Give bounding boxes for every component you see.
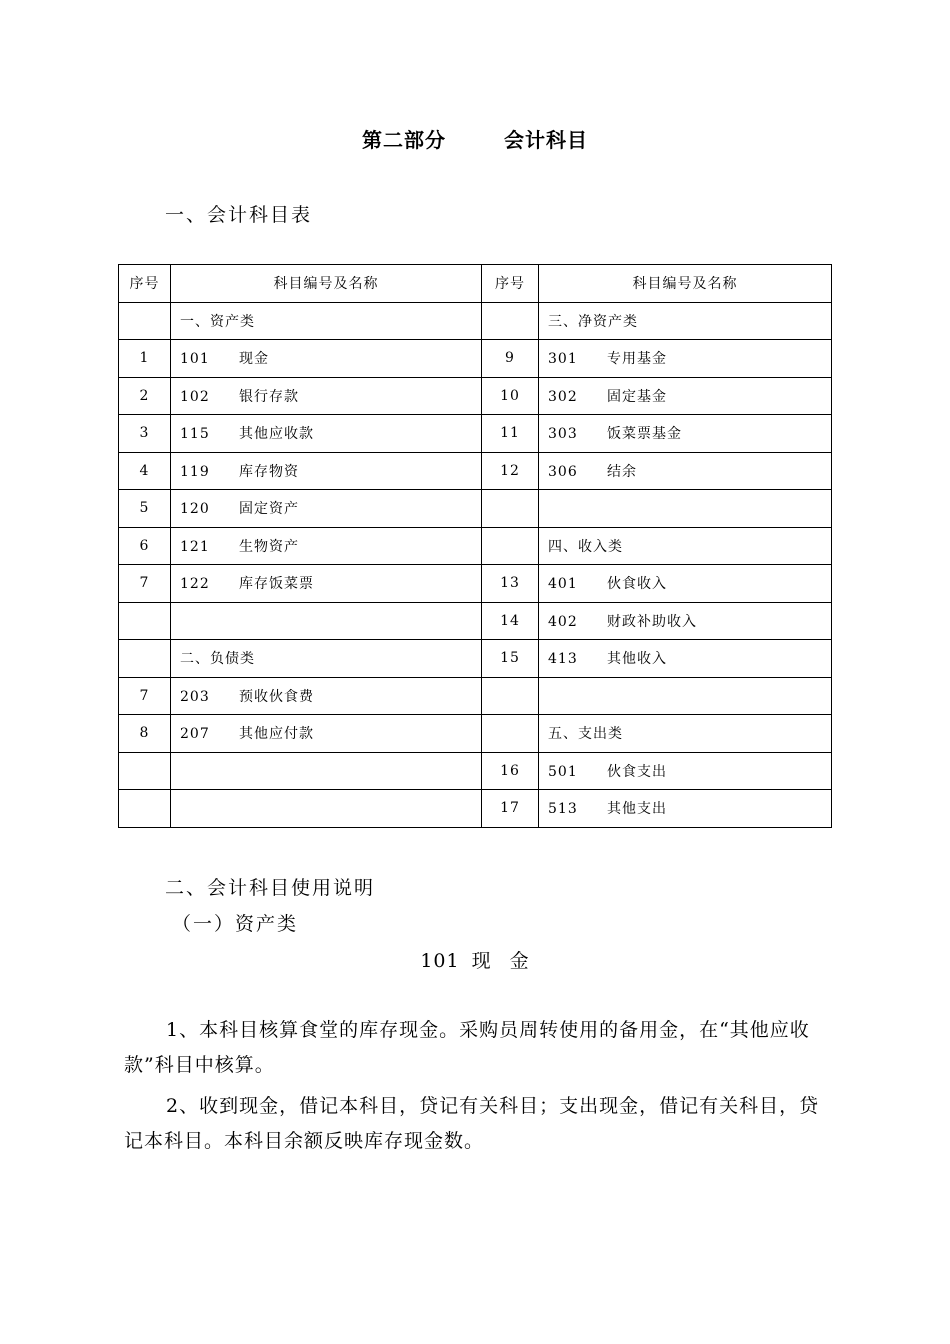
- account-name-2: 伙食收入: [607, 576, 667, 593]
- account-cell-2: [539, 377, 832, 415]
- account-name-2: 固定基金: [607, 388, 667, 405]
- seq-cell-2: [482, 677, 539, 715]
- account-cell-2: [539, 527, 832, 565]
- table-row: [119, 452, 832, 490]
- account-cell: [171, 302, 482, 340]
- table-row: [119, 752, 832, 790]
- seq-cell: 8: [119, 715, 171, 753]
- seq-cell: [119, 752, 171, 790]
- table-row: [119, 377, 832, 415]
- account-cell: [171, 790, 482, 828]
- account-name: 其他应收款: [239, 426, 314, 443]
- account-name: 库存饭菜票: [239, 576, 314, 593]
- account-name: 固定资产: [239, 501, 299, 518]
- account-code: 101: [180, 351, 210, 368]
- account-cell: [171, 490, 482, 528]
- account-name-2: 饭菜票基金: [607, 426, 682, 443]
- account-cell-2: [539, 752, 832, 790]
- account-title-char1: 现: [471, 950, 492, 972]
- account-name-2: 四、收入类: [548, 538, 623, 555]
- seq-cell-2: 9: [482, 340, 539, 378]
- seq-cell: [119, 302, 171, 340]
- account-cell-2: [539, 640, 832, 678]
- seq-cell: 6: [119, 527, 171, 565]
- seq-cell-2: [482, 302, 539, 340]
- account-name-2: 结余: [607, 463, 637, 480]
- account-code-2: 501: [548, 763, 578, 780]
- account-cell-2: [539, 715, 832, 753]
- account-code: 203: [180, 688, 210, 705]
- account-cell-2: [539, 490, 832, 528]
- account-cell: [171, 715, 482, 753]
- account-code: 207: [180, 726, 210, 743]
- account-cell-2: [539, 302, 832, 340]
- account-code-2: 301: [548, 351, 578, 368]
- account-name: 二、负债类: [180, 651, 255, 668]
- account-name-2: 其他支出: [607, 801, 667, 818]
- account-name: 现金: [239, 351, 269, 368]
- seq-cell-2: 16: [482, 752, 539, 790]
- account-cell-2: [539, 340, 832, 378]
- account-name: 生物资产: [239, 538, 299, 555]
- account-title-code: 101: [420, 950, 460, 972]
- seq-cell-2: [482, 527, 539, 565]
- account-name: 库存物资: [239, 463, 299, 480]
- account-cell-2: [539, 415, 832, 453]
- account-cell-2: [539, 790, 832, 828]
- seq-cell-2: 12: [482, 452, 539, 490]
- account-cell: [171, 565, 482, 603]
- seq-cell-2: 10: [482, 377, 539, 415]
- paragraph-2: 2、收到现金，借记本科目，贷记有关科目；支出现金，借记有关科目，贷记本科目。本科目余额反映库存现金数。: [124, 1095, 820, 1152]
- account-code: 121: [180, 538, 210, 555]
- header-name-2: 科目编号及名称: [539, 265, 832, 303]
- seq-cell-2: 14: [482, 602, 539, 640]
- account-cell: [171, 527, 482, 565]
- account-cell: [171, 602, 482, 640]
- seq-cell-2: [482, 715, 539, 753]
- account-cell: [171, 377, 482, 415]
- table-row: [119, 490, 832, 528]
- table-row: [119, 415, 832, 453]
- table-row: [119, 790, 832, 828]
- account-cell-2: [539, 677, 832, 715]
- subsection-heading-assets: （一）资产类: [172, 913, 299, 935]
- account-code: 122: [180, 576, 210, 593]
- account-name-2: 财政补助收入: [607, 613, 697, 630]
- account-cell-2: [539, 602, 832, 640]
- account-cell: [171, 640, 482, 678]
- account-code-2: 401: [548, 576, 578, 593]
- account-code: 102: [180, 388, 210, 405]
- header-name: 科目编号及名称: [171, 265, 482, 303]
- table-row: [119, 302, 832, 340]
- account-code-2: 302: [548, 388, 578, 405]
- seq-cell: 2: [119, 377, 171, 415]
- header-seq-2: 序号: [482, 265, 539, 303]
- account-cell: [171, 677, 482, 715]
- page-title-part: 第二部分: [362, 128, 446, 152]
- account-code-2: 303: [548, 426, 578, 443]
- account-code-2: 413: [548, 651, 578, 668]
- section-heading-usage-notes: 二、会计科目使用说明: [165, 877, 376, 899]
- page-title: [0, 124, 950, 153]
- account-name: 其他应付款: [239, 726, 314, 743]
- table-header-row: [119, 265, 832, 303]
- account-name-2: 伙食支出: [607, 763, 667, 780]
- account-cell: [171, 340, 482, 378]
- seq-cell-2: 17: [482, 790, 539, 828]
- table-row: [119, 340, 832, 378]
- seq-cell-2: [482, 490, 539, 528]
- account-name-2: 其他收入: [607, 651, 667, 668]
- seq-cell-2: 15: [482, 640, 539, 678]
- account-name: 银行存款: [239, 388, 299, 405]
- seq-cell: 4: [119, 452, 171, 490]
- account-name-2: 专用基金: [607, 351, 667, 368]
- section-heading-chart-of-accounts: 一、会计科目表: [165, 204, 313, 226]
- account-name-2: 三、净资产类: [548, 313, 638, 330]
- account-code: 119: [180, 463, 210, 480]
- table-row: [119, 565, 832, 603]
- account-name: 预收伙食费: [239, 688, 314, 705]
- seq-cell: 1: [119, 340, 171, 378]
- accounts-table: [118, 264, 832, 828]
- seq-cell-2: 11: [482, 415, 539, 453]
- account-cell-2: [539, 452, 832, 490]
- account-code-2: 513: [548, 801, 578, 818]
- account-cell: [171, 415, 482, 453]
- account-title-char2: 金: [509, 950, 530, 972]
- account-name: 一、资产类: [180, 313, 255, 330]
- seq-cell-2: 13: [482, 565, 539, 603]
- seq-cell: 5: [119, 490, 171, 528]
- seq-cell: 7: [119, 677, 171, 715]
- account-name-2: 五、支出类: [548, 726, 623, 743]
- page-title-name: 会计科目: [504, 128, 588, 152]
- paragraph-1: 1、本科目核算食堂的库存现金。采购员周转使用的备用金，在“其他应收款”科目中核算。: [124, 1019, 810, 1076]
- account-cell: [171, 452, 482, 490]
- seq-cell: 3: [119, 415, 171, 453]
- account-cell-2: [539, 565, 832, 603]
- table-row: [119, 527, 832, 565]
- header-seq: 序号: [119, 265, 171, 303]
- account-title: [0, 946, 950, 973]
- account-code-2: 306: [548, 463, 578, 480]
- account-code-2: 402: [548, 613, 578, 630]
- account-cell: [171, 752, 482, 790]
- table-row: [119, 602, 832, 640]
- seq-cell: 7: [119, 565, 171, 603]
- table-row: [119, 640, 832, 678]
- account-code: 120: [180, 501, 210, 518]
- account-code: 115: [180, 426, 210, 443]
- seq-cell: [119, 790, 171, 828]
- table-row: [119, 677, 832, 715]
- seq-cell: [119, 640, 171, 678]
- seq-cell: [119, 602, 171, 640]
- table-row: [119, 715, 832, 753]
